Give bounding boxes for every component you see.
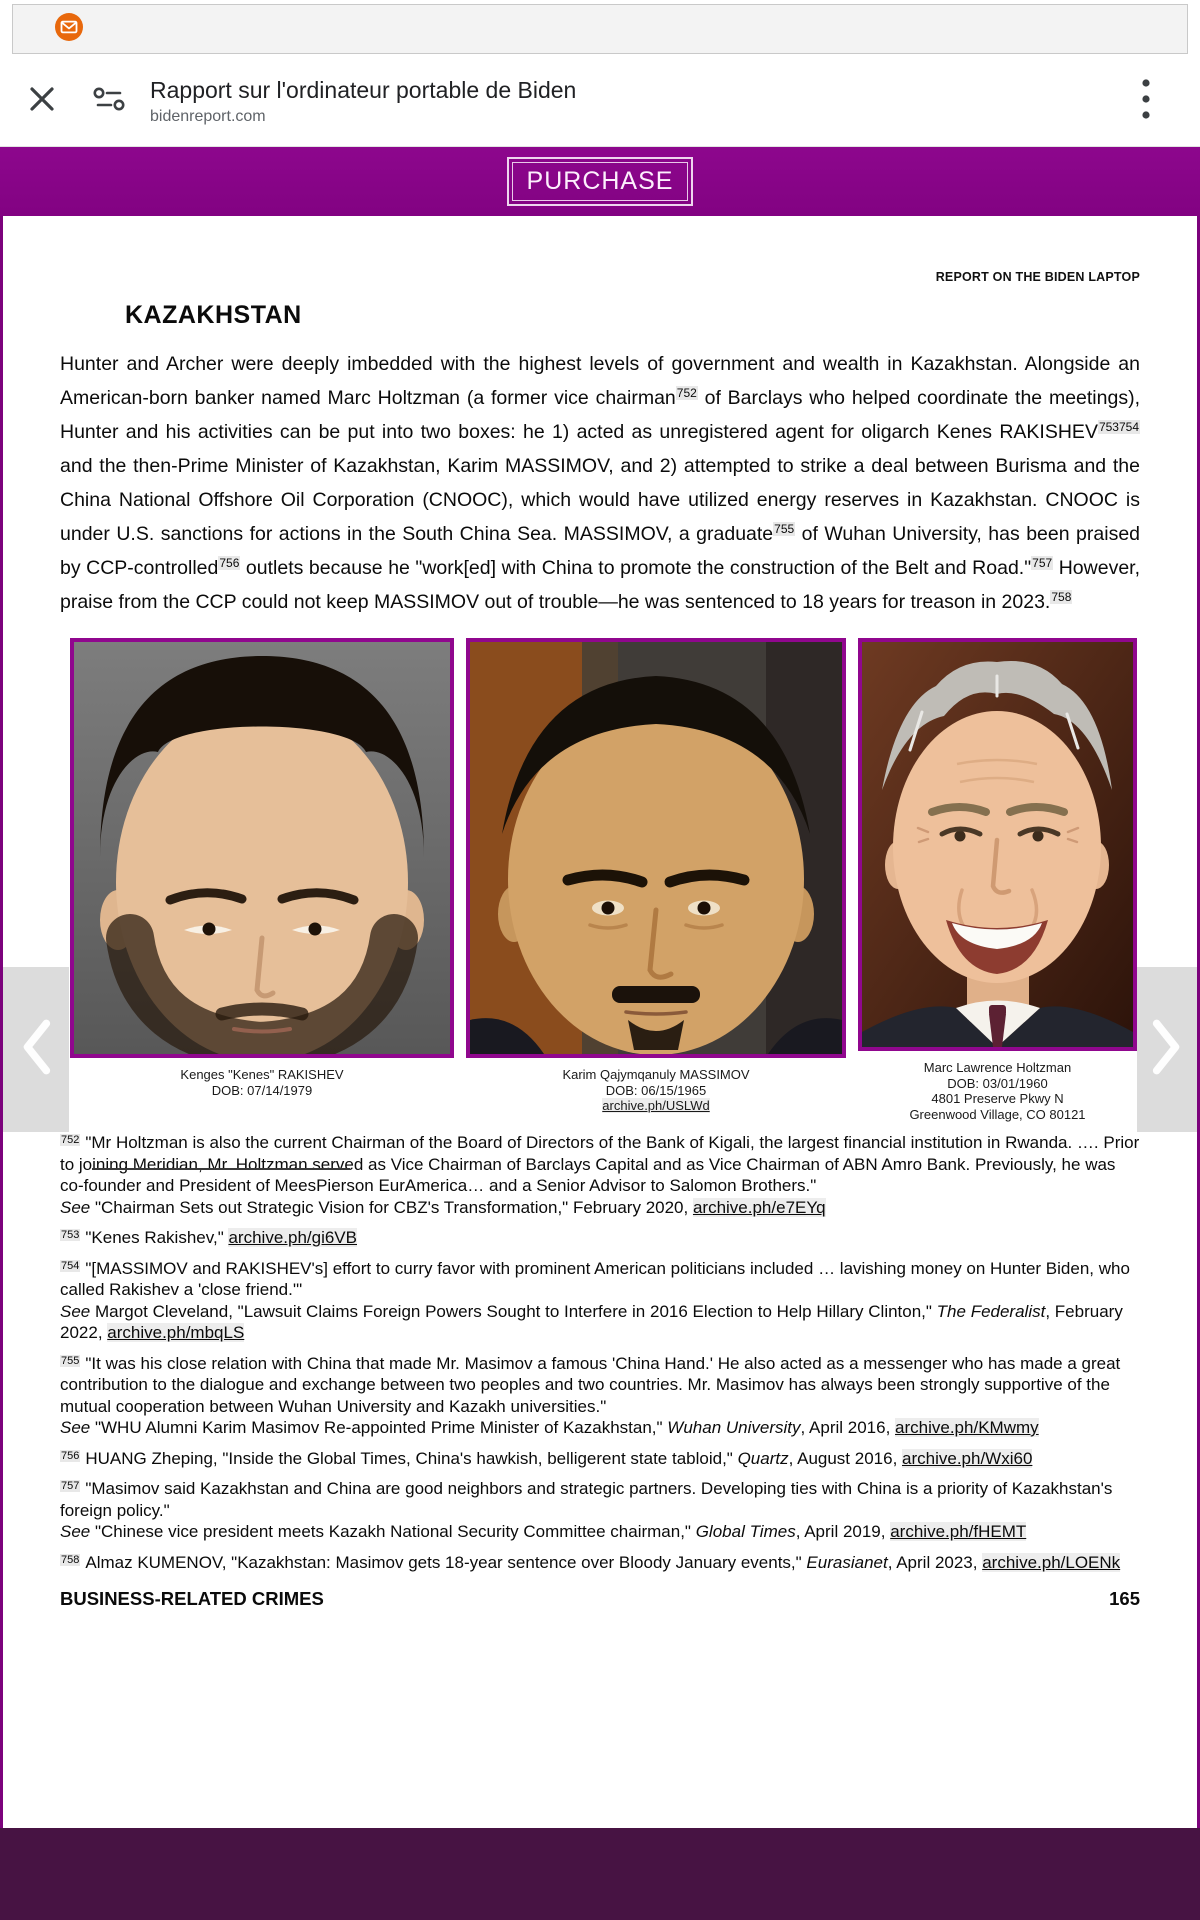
photo-massimov-image: [470, 642, 842, 1054]
text-segment: See: [60, 1418, 91, 1437]
text-segment: Wuhan University: [667, 1418, 801, 1437]
body-paragraph: [60, 347, 1140, 619]
menu-button[interactable]: [1136, 80, 1156, 124]
text-segment: of Barclays who helped coordinate the meetings), Hunter and his activities can be put into two boxes: he 1) acted as unregistered agent for oligarch Kenes RAKISHEV: [60, 387, 1140, 443]
archive-link[interactable]: archive.ph/fHEMT: [890, 1522, 1027, 1541]
footnote-ref[interactable]: 757: [1032, 556, 1053, 570]
tune-sliders-icon: [91, 83, 127, 120]
photo-col-rakishev: [70, 638, 454, 1122]
text-segment: Hunter and Archer were deeply imbedded with the highest levels of government and wealth in Kazakhstan. Alongside an American-born banker named Marc Holtzman (a former vice chairman: [60, 353, 1140, 409]
footnote-separator: [92, 1168, 350, 1170]
archive-link[interactable]: archive.ph/gi6VB: [228, 1228, 357, 1247]
footnote-752: [60, 1130, 1140, 1218]
text-segment: DOB: 07/14/1979: [211, 1082, 313, 1098]
text-segment: , April 2016,: [800, 1418, 896, 1437]
carousel-next-button[interactable]: [1137, 967, 1197, 1132]
kebab-menu-icon: [1141, 78, 1151, 125]
archive-link[interactable]: archive.ph/KMwmy: [895, 1418, 1039, 1437]
footnote-754: [60, 1256, 1140, 1344]
chevron-right-icon: [1150, 1016, 1184, 1083]
photo-massimov[interactable]: [466, 638, 846, 1058]
footnote-755: [60, 1351, 1140, 1439]
footnote-number[interactable]: 756: [61, 1449, 80, 1462]
footnote-number[interactable]: 757: [61, 1480, 80, 1492]
text-segment: "Chinese vice president meets Kazakh National Security Committee chairman,": [90, 1522, 696, 1541]
envelope-icon[interactable]: [54, 12, 84, 47]
caption-massimov: [466, 1067, 846, 1114]
archive-link[interactable]: archive.ph/mbqLS: [107, 1323, 245, 1342]
text-segment: DOB: 06/15/1965: [605, 1082, 707, 1098]
text-segment: "Mr Holtzman is also the current Chairman of the Board of Directors of the Bank of Kigali, the largest financial institution in Rwanda. …. Prior to joining Meridian, Mr. Holtzman served as Vice Chairman of Barclays Capital and as Vice Chairman of ABN Amro Bank. Previously, he was co-founder and President of MeesPierson EurAmerica… and a Senior Advisor to Salomon Brothers.": [60, 1133, 1140, 1195]
text-segment: However, praise from the CCP could not keep MASSIMOV out of trouble—he was sentenced to 18 years for treason in 2023.: [60, 557, 1140, 613]
footnote-ref[interactable]: 752: [676, 386, 697, 400]
text-segment: DOB: 03/01/1960: [947, 1075, 1048, 1091]
photo-rakishev-image: [74, 642, 450, 1054]
text-segment: "[MASSIMOV and RAKISHEV's] effort to curry favor with prominent American politicians included … lavishing money on Hunter Biden, who called Rakishev a 'close friend.'": [60, 1258, 1130, 1299]
close-button[interactable]: [26, 86, 58, 118]
notification-panel[interactable]: [12, 4, 1188, 54]
footnote-756: [60, 1446, 1140, 1470]
text-segment: 4801 Preserve Pkwy N: [931, 1091, 1064, 1106]
footnote-text: [85, 1228, 357, 1247]
page-number: 165: [1109, 1588, 1140, 1609]
text-segment: See: [60, 1301, 91, 1321]
text-segment: Quartz: [737, 1448, 789, 1468]
text-segment: of Wuhan University, has been praised by CCP-controlled: [60, 523, 1141, 579]
footnote-number[interactable]: 753: [61, 1229, 80, 1241]
section-heading: KAZAKHSTAN: [125, 301, 302, 329]
text-segment: The Federalist: [936, 1301, 1046, 1321]
tune-button[interactable]: [90, 86, 128, 118]
text-segment: See: [60, 1197, 91, 1217]
archive-link[interactable]: archive.ph/e7EYq: [692, 1197, 826, 1217]
footnote-ref[interactable]: 758: [1051, 590, 1072, 604]
footnote-753: [60, 1225, 1140, 1249]
page-url: bidenreport.com: [150, 108, 266, 125]
photo-holtzman-image: [862, 642, 1133, 1047]
text-segment: outlets because he "work[ed] with China to promote the construction of the Belt and Road.": [240, 557, 1032, 579]
report-page: [3, 216, 1197, 1828]
footnote-number[interactable]: 752: [61, 1134, 80, 1146]
footnote-text: [85, 1553, 1120, 1572]
photo-row: [70, 638, 1140, 1122]
text-segment: Margot Cleveland, "Lawsuit Claims Foreign Powers Sought to Interfere in 2016 Election to Help Hillary Clinton,": [90, 1301, 937, 1321]
text-segment: "Masimov said Kazakhstan and China are good neighbors and strategic partners. Developing ties with China is a priority of Kazakhstan's foreign policy.": [60, 1479, 1113, 1520]
text-segment: HUANG Zheping, "Inside the Global Times, China's hawkish, belligerent state tabloid,": [85, 1448, 738, 1468]
photo-col-holtzman: [858, 638, 1137, 1122]
text-segment: Almaz KUMENOV, "Kazakhstan: Masimov gets 18-year sentence over Bloody January events,": [85, 1552, 807, 1572]
footnote-number[interactable]: 754: [61, 1259, 80, 1272]
page-title-block: [150, 77, 576, 126]
purchase-button[interactable]: [507, 157, 694, 206]
footnote-ref[interactable]: 753754: [1098, 420, 1139, 434]
caption-rakishev: [70, 1067, 454, 1098]
footnote-text: [60, 1479, 1112, 1541]
page-title: Rapport sur l'ordinateur portable de Biden: [150, 77, 577, 103]
text-segment: , April 2023,: [887, 1552, 983, 1572]
running-header: REPORT ON THE BIDEN LAPTOP: [935, 270, 1140, 284]
footnotes-section: [60, 1130, 1140, 1573]
footnote-text: [60, 1259, 1130, 1343]
page-footer: [60, 1588, 1140, 1610]
text-segment: "Chairman Sets out Strategic Vision for CBZ's Transformation," February 2020,: [90, 1197, 693, 1217]
footnote-text: [60, 1354, 1120, 1438]
photo-rakishev[interactable]: [70, 638, 454, 1058]
photo-carousel: [60, 638, 1140, 1122]
archive-link[interactable]: archive.ph/LOENk: [982, 1552, 1121, 1572]
footnote-ref[interactable]: 756: [219, 556, 240, 570]
text-segment: Karim Qajymqanuly MASSIMOV: [562, 1067, 750, 1082]
caption-holtzman: [858, 1060, 1137, 1122]
close-icon: [27, 84, 57, 119]
archive-link[interactable]: archive.ph/USLWd: [602, 1098, 710, 1113]
text-segment: Kenges "Kenes" RAKISHEV: [180, 1067, 344, 1082]
footnote-text: [85, 1449, 1032, 1468]
browser-header: [0, 57, 1200, 146]
carousel-prev-button[interactable]: [3, 967, 69, 1132]
text-segment: "Kenes Rakishev,": [85, 1228, 229, 1247]
text-segment: Greenwood Village, CO 80121: [909, 1106, 1086, 1122]
archive-link[interactable]: archive.ph/Wxi60: [902, 1448, 1033, 1468]
text-segment: and the then-Prime Minister of Kazakhstan, Karim MASSIMOV, and 2) attempted to strike a deal between Burisma and the China National Offshore Oil Corporation (CNOOC), which would have utilized energy reserves in Kazakhstan. CNOOC is under U.S. sanctions for actions in the South China Sea. MASSIMOV, a graduate: [60, 455, 1140, 545]
footnote-ref[interactable]: 755: [774, 522, 795, 536]
purchase-banner: [0, 146, 1200, 216]
status-strip: [0, 0, 1200, 57]
text-segment: Global Times: [695, 1522, 796, 1541]
text-segment: See: [60, 1522, 91, 1541]
text-segment: Eurasianet: [806, 1552, 888, 1572]
text-segment: "It was his close relation with China that made Mr. Masimov a famous 'China Hand.' He also acted as a messenger who has made a great contribution to the dialogue and exchange between two peoples and two countries. Mr. Masimov has always been strongly supportive of the mutual cooperation between Wuhan University and Kazakh universities.": [60, 1353, 1121, 1416]
footer-section-title: BUSINESS-RELATED CRIMES: [60, 1588, 324, 1609]
chevron-left-icon: [19, 1016, 53, 1083]
text-segment: Marc Lawrence Holtzman: [923, 1060, 1072, 1075]
text-segment: , August 2016,: [788, 1448, 903, 1468]
footnote-number[interactable]: 758: [61, 1553, 80, 1566]
photo-holtzman[interactable]: [858, 638, 1137, 1051]
footnote-758: [60, 1550, 1140, 1574]
text-segment: , April 2019,: [795, 1522, 891, 1541]
photo-col-massimov: [466, 638, 846, 1122]
document-viewport: [0, 216, 1200, 1828]
footnote-text: [60, 1133, 1139, 1217]
bottom-background-band: [0, 1828, 1200, 1920]
purchase-button-label: PURCHASE: [512, 162, 689, 201]
footnote-757: [60, 1476, 1140, 1543]
text-segment: , February 2022,: [60, 1301, 1123, 1342]
text-segment: "WHU Alumni Karim Masimov Re-appointed Prime Minister of Kazakhstan,": [90, 1418, 668, 1437]
footnote-number[interactable]: 755: [61, 1354, 80, 1367]
